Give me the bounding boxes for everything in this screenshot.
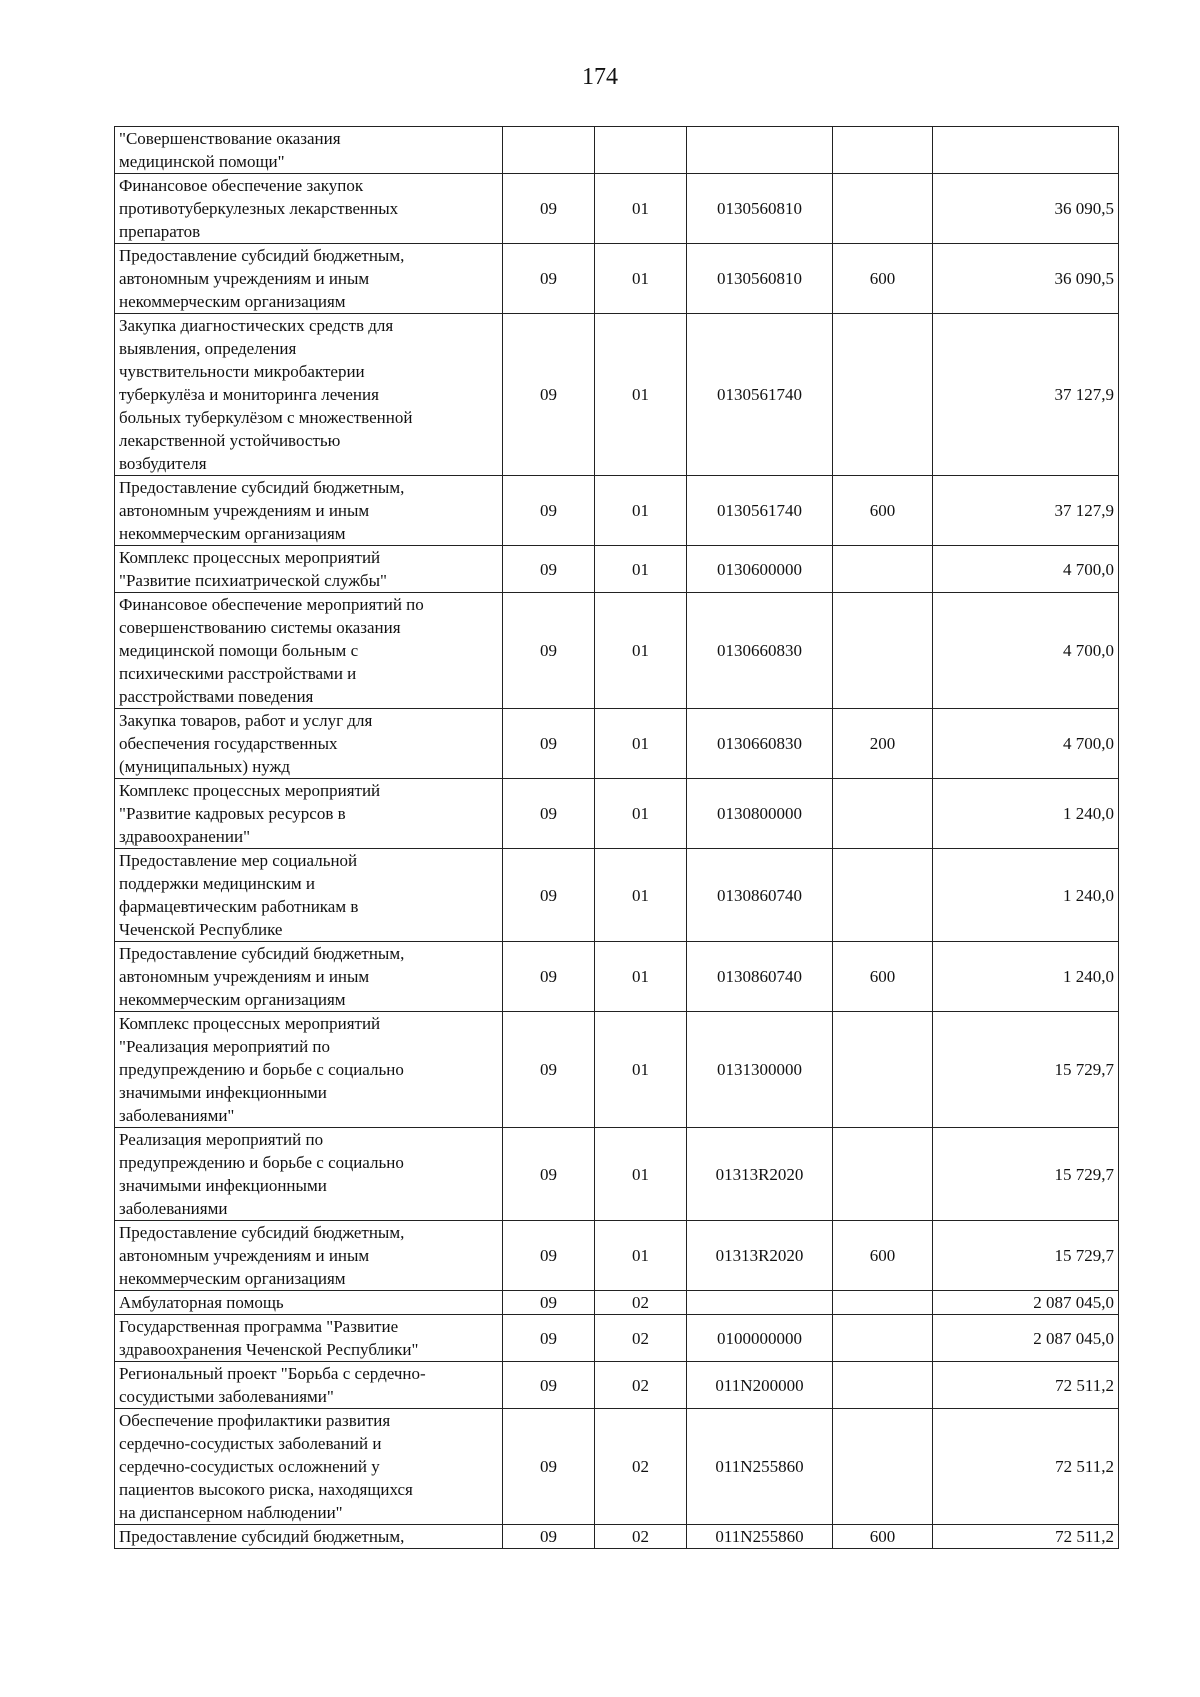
cell-expense-type-text: 600 [869,1527,896,1546]
cell-amount-text: 1 240,0 [1063,967,1114,986]
cell-amount [933,1315,1119,1362]
cell-name [115,709,503,779]
cell-target-item [687,942,833,1012]
cell-name-text: Государственная программа "Развитие здравоохранения Чеченской Республики" [119,1317,419,1359]
cell-subsection-text: 02 [632,1328,649,1348]
cell-section [503,1128,595,1221]
cell-target-item [687,314,833,476]
cell-target-item-text: 0130600000 [717,559,802,579]
cell-section-text: 09 [540,1293,557,1312]
cell-expense-type [833,1291,933,1315]
cell-section-text: 09 [540,1375,557,1395]
cell-name-text: Предоставление субсидий бюджетным, автономным учреждениям и иным некоммерческим организациям [119,944,405,1009]
cell-subsection [595,174,687,244]
cell-expense-type [833,546,933,593]
cell-target-item [687,593,833,709]
cell-name-text: Предоставление мер социальной поддержки медицинским и фармацевтическим работникам в Чеченской Республике [119,851,359,939]
table-row [115,127,1119,174]
cell-subsection-text: 01 [632,967,649,986]
cell-target-item [687,1221,833,1291]
cell-expense-type-text: 600 [869,501,896,520]
cell-target-item-text: 0100000000 [717,1328,802,1348]
cell-subsection-text: 01 [632,1246,649,1265]
cell-target-item-text: 0130860740 [717,885,802,905]
cell-amount [933,314,1119,476]
cell-section [503,314,595,476]
cell-section [503,849,595,942]
cell-target-item [687,1012,833,1128]
budget-table-body [115,127,1119,1549]
cell-expense-type [833,314,933,476]
cell-amount-text: 72 511,2 [1055,1527,1114,1546]
cell-amount-text: 15 729,7 [1054,1246,1114,1265]
table-row [115,174,1119,244]
cell-amount [933,1128,1119,1221]
cell-name [115,779,503,849]
cell-subsection [595,1525,687,1549]
cell-target-item-text: 0130561740 [717,385,802,404]
cell-amount [933,709,1119,779]
cell-subsection-text: 01 [632,269,649,288]
cell-subsection-text: 01 [632,559,649,579]
cell-section-text: 09 [540,1328,557,1348]
cell-amount [933,1362,1119,1409]
cell-target-item [687,244,833,314]
cell-target-item-text: 0130560810 [717,269,802,288]
cell-subsection [595,849,687,942]
cell-name [115,1291,503,1315]
cell-amount [933,244,1119,314]
cell-subsection [595,127,687,174]
cell-target-item [687,1362,833,1409]
cell-name [115,1221,503,1291]
cell-subsection-text: 01 [632,385,649,404]
cell-expense-type [833,1409,933,1525]
cell-subsection [595,1409,687,1525]
cell-name [115,849,503,942]
cell-target-item [687,779,833,849]
cell-expense-type [833,1221,933,1291]
cell-section-text: 09 [540,967,557,986]
cell-amount-text: 36 090,5 [1054,269,1114,288]
table-row [115,1012,1119,1128]
cell-name-text: Закупка товаров, работ и услуг для обеспечения государственных (муниципальных) нужд [119,711,373,776]
cell-expense-type [833,593,933,709]
cell-amount-text: 4 700,0 [1063,641,1114,660]
cell-target-item-text: 0130660830 [717,641,802,660]
cell-subsection-text: 01 [632,641,649,660]
cell-subsection [595,779,687,849]
cell-section [503,1221,595,1291]
cell-target-item [687,849,833,942]
cell-target-item-text: 011N255860 [715,1457,804,1476]
cell-name-text: Финансовое обеспечение закупок противотуберкулезных лекарственных препаратов [119,176,399,241]
cell-amount [933,1221,1119,1291]
cell-name [115,1409,503,1525]
cell-amount-text: 2 087 045,0 [1033,1293,1114,1312]
cell-name [115,1128,503,1221]
cell-target-item [687,476,833,546]
cell-target-item-text: 0130800000 [717,804,802,823]
cell-amount-text: 15 729,7 [1054,1164,1114,1184]
table-row [115,1409,1119,1525]
cell-expense-type-text: 200 [869,734,896,753]
cell-amount-text: 4 700,0 [1063,734,1114,753]
cell-name [115,1012,503,1128]
cell-subsection [595,1362,687,1409]
cell-amount-text: 37 127,9 [1054,385,1114,404]
cell-amount [933,1525,1119,1549]
cell-expense-type [833,127,933,174]
cell-section-text: 09 [540,1457,557,1476]
cell-name [115,942,503,1012]
cell-section [503,593,595,709]
cell-name [115,174,503,244]
cell-section [503,476,595,546]
cell-subsection-text: 02 [632,1375,649,1395]
cell-section-text: 09 [540,641,557,660]
cell-name [115,593,503,709]
cell-name [115,1315,503,1362]
cell-target-item [687,1409,833,1525]
cell-section-text: 09 [540,885,557,905]
cell-subsection-text: 01 [632,734,649,753]
cell-section [503,779,595,849]
cell-expense-type-text: 600 [869,967,896,986]
cell-subsection-text: 01 [632,1060,649,1079]
cell-amount-text: 1 240,0 [1063,885,1114,905]
cell-name [115,1362,503,1409]
cell-target-item-text: 0130560810 [717,199,802,218]
cell-target-item [687,127,833,174]
cell-subsection [595,1315,687,1362]
cell-subsection [595,1128,687,1221]
cell-section-text: 09 [540,269,557,288]
page-number: 174 [582,64,618,90]
cell-target-item [687,1315,833,1362]
cell-amount [933,546,1119,593]
cell-amount-text: 2 087 045,0 [1033,1328,1114,1348]
cell-expense-type [833,174,933,244]
cell-amount [933,1012,1119,1128]
cell-subsection [595,244,687,314]
cell-section [503,942,595,1012]
cell-name [115,314,503,476]
cell-target-item-text: 011N255860 [715,1527,804,1546]
cell-section [503,1409,595,1525]
table-row [115,546,1119,593]
cell-name-text: Предоставление субсидий бюджетным, автономным учреждениям и иным некоммерческим организациям [119,478,405,543]
cell-subsection-text: 02 [632,1293,649,1312]
cell-section-text: 09 [540,1527,557,1546]
cell-expense-type [833,942,933,1012]
cell-amount [933,174,1119,244]
table-row [115,709,1119,779]
cell-subsection-text: 01 [632,1164,649,1184]
budget-table [114,126,1119,1549]
table-row [115,1291,1119,1315]
cell-amount [933,476,1119,546]
cell-name [115,127,503,174]
cell-target-item [687,1291,833,1315]
cell-name-text: "Совершенствование оказания медицинской помощи" [119,129,341,171]
cell-target-item-text: 0131300000 [717,1060,802,1079]
table-row [115,244,1119,314]
cell-target-item-text: 0130860740 [717,967,802,986]
cell-target-item-text: 0130660830 [717,734,802,753]
cell-target-item [687,709,833,779]
cell-name-text: Комплекс процессных мероприятий "Реализация мероприятий по предупреждению и борьбе с социально значимыми инфекционными заболеваниями" [119,1014,404,1125]
cell-section-text: 09 [540,199,557,218]
table-row [115,1315,1119,1362]
cell-name-text: Предоставление субсидий бюджетным, автономным учреждениям и иным некоммерческим организациям [119,1223,405,1288]
cell-name-text: Реализация мероприятий по предупреждению и борьбе с социально значимыми инфекционными заболеваниями [119,1130,404,1218]
cell-section-text: 09 [540,1060,557,1079]
cell-subsection [595,476,687,546]
cell-target-item [687,546,833,593]
table-row [115,779,1119,849]
table-row [115,849,1119,942]
cell-target-item-text: 0130561740 [717,501,802,520]
cell-expense-type [833,709,933,779]
cell-subsection [595,1291,687,1315]
cell-name-text: Комплекс процессных мероприятий "Развитие кадровых ресурсов в здравоохранении" [119,781,381,846]
cell-name-text: Финансовое обеспечение мероприятий по совершенствованию системы оказания медицинской помощи больным с психическими расстройствами и расстройствами поведения [119,595,424,706]
cell-amount [933,779,1119,849]
cell-section [503,546,595,593]
cell-expense-type [833,849,933,942]
cell-name [115,244,503,314]
cell-amount-text: 1 240,0 [1063,804,1114,823]
cell-name-text: Закупка диагностических средств для выявления, определения чувствительности микробактерии туберкулёза и мониторинга лечения больных туберкулёзом с множественной лекарственной устойчивостью возбудителя [119,316,413,473]
cell-amount-text: 72 511,2 [1055,1375,1114,1395]
cell-subsection [595,314,687,476]
table-row [115,1525,1119,1549]
cell-subsection-text: 01 [632,501,649,520]
table-row [115,476,1119,546]
cell-subsection [595,1221,687,1291]
cell-target-item [687,1128,833,1221]
cell-subsection [595,1012,687,1128]
cell-subsection-text: 02 [632,1457,649,1476]
cell-section-text: 09 [540,1246,557,1265]
cell-expense-type-text: 600 [869,269,896,288]
table-row [115,1221,1119,1291]
cell-target-item [687,174,833,244]
cell-subsection-text: 01 [632,199,649,218]
table-row [115,314,1119,476]
cell-section-text: 09 [540,559,557,579]
cell-section [503,1362,595,1409]
cell-section [503,1525,595,1549]
table-row [115,593,1119,709]
cell-expense-type [833,476,933,546]
cell-amount [933,1291,1119,1315]
cell-amount-text: 4 700,0 [1063,559,1114,579]
cell-amount-text: 37 127,9 [1054,501,1114,520]
cell-subsection-text: 01 [632,885,649,905]
table-row [115,1128,1119,1221]
cell-expense-type [833,1315,933,1362]
cell-section [503,244,595,314]
cell-expense-type-text: 600 [869,1246,896,1265]
table-row [115,1362,1119,1409]
cell-section [503,1315,595,1362]
cell-expense-type [833,1012,933,1128]
cell-section [503,1291,595,1315]
cell-section-text: 09 [540,385,557,404]
cell-subsection [595,942,687,1012]
cell-name [115,1525,503,1549]
cell-target-item-text: 01313R2020 [715,1246,804,1265]
cell-name-text: Обеспечение профилактики развития сердечно-сосудистых заболеваний и сердечно-сосудистых осложнений у пациентов высокого риска, находящихся на диспансерном наблюдении" [119,1411,413,1522]
cell-section [503,127,595,174]
cell-name-text: Комплекс процессных мероприятий "Развитие психиатрической службы" [119,548,387,590]
cell-section [503,174,595,244]
cell-amount-text: 36 090,5 [1054,199,1114,218]
cell-target-item-text: 01313R2020 [715,1164,804,1184]
cell-amount [933,849,1119,942]
cell-section [503,709,595,779]
cell-name-text: Амбулаторная помощь [119,1293,284,1312]
cell-name-text: Предоставление субсидий бюджетным, [119,1527,405,1546]
cell-name-text: Региональный проект "Борьба с сердечно- сосудистыми заболеваниями" [119,1364,426,1406]
cell-amount [933,1409,1119,1525]
cell-amount [933,593,1119,709]
cell-expense-type [833,244,933,314]
cell-section-text: 09 [540,804,557,823]
cell-section-text: 09 [540,1164,557,1184]
cell-amount [933,942,1119,1012]
cell-expense-type [833,779,933,849]
cell-target-item [687,1525,833,1549]
cell-section-text: 09 [540,501,557,520]
cell-subsection [595,546,687,593]
cell-name [115,546,503,593]
cell-amount [933,127,1119,174]
cell-expense-type [833,1128,933,1221]
cell-subsection-text: 01 [632,804,649,823]
cell-subsection [595,593,687,709]
cell-subsection-text: 02 [632,1527,649,1546]
cell-name [115,476,503,546]
cell-expense-type [833,1362,933,1409]
cell-target-item-text: 011N200000 [715,1375,804,1395]
cell-subsection [595,709,687,779]
cell-section-text: 09 [540,734,557,753]
cell-name-text: Предоставление субсидий бюджетным, автономным учреждениям и иным некоммерческим организациям [119,246,405,311]
cell-amount-text: 15 729,7 [1054,1060,1114,1079]
cell-expense-type [833,1525,933,1549]
cell-section [503,1012,595,1128]
cell-amount-text: 72 511,2 [1055,1457,1114,1476]
table-row [115,942,1119,1012]
